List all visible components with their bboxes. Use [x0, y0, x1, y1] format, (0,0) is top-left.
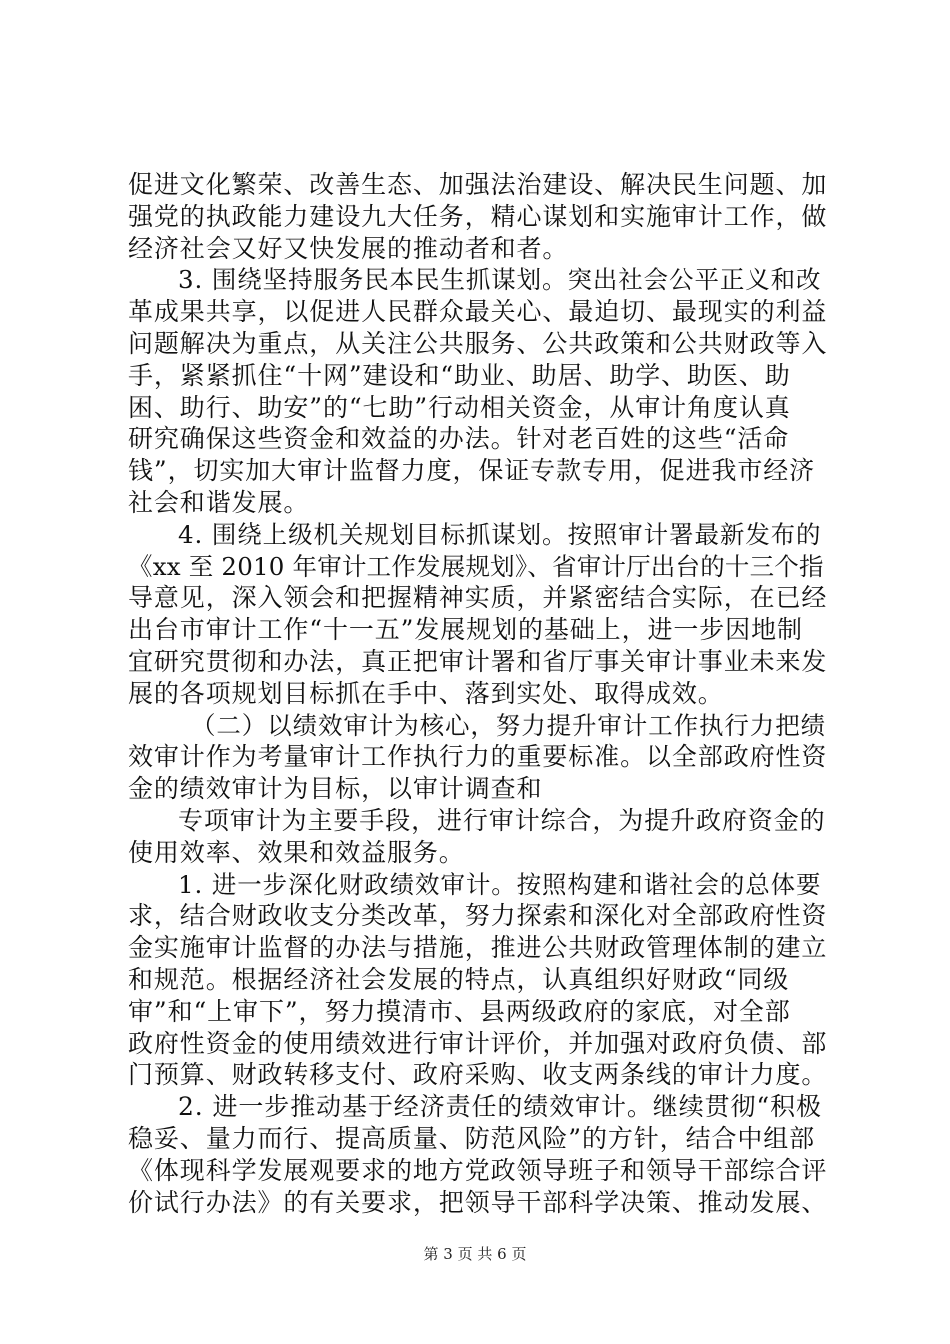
text-line: 困、助行、助安”的“七助”行动相关资金，从审计角度认真 — [128, 392, 791, 422]
text-line: 手，紧紧抓住“十网”建设和“助业、助居、助学、助医、助 — [128, 360, 791, 390]
paragraph-start-line: 1. 进一步深化财政绩效审计。按照构建和谐社会的总体要 — [178, 869, 822, 899]
paragraph-start-line: 2. 进一步推动基于经济责任的绩效审计。继续贯彻“积极 — [178, 1092, 822, 1122]
text-line: 革成果共享，以促进人民群众最关心、最迫切、最现实的利益 — [128, 297, 828, 327]
paragraph-start-line: 专项审计为主要手段，进行审计综合，为提升政府资金的 — [178, 805, 826, 835]
text-line: 效审计作为考量审计工作执行力的重要标准。以全部政府性资 — [128, 742, 828, 772]
text-line: 展的各项规划目标抓在手中、落到实处、取得成效。 — [128, 678, 724, 708]
text-line: 经济社会又好又快发展的推动者和者。 — [128, 233, 569, 263]
text-line: 社会和谐发展。 — [128, 487, 310, 517]
text-line: 政府性资金的使用绩效进行审计评价，并加强对政府负债、部 — [128, 1028, 828, 1058]
text-line: 稳妥、量力而行、提高质量、防范风险”的方针，结合中组部 — [128, 1123, 816, 1153]
section-heading-line: （二）以绩效审计为核心，努力提升审计工作执行力把绩 — [191, 710, 826, 740]
text-line: 钱”，切实加大审计监督力度，保证专款专用，促进我市经济 — [128, 456, 816, 486]
text-line: 研究确保这些资金和效益的办法。针对老百姓的这些“活命 — [128, 424, 790, 454]
text-line: 问题解决为重点，从关注公共服务、公共政策和公共财政等入 — [128, 328, 828, 358]
text-line: 价试行办法》的有关要求，把领导干部科学决策、推动发展、 — [128, 1187, 828, 1217]
text-line: 促进文化繁荣、改善生态、加强法治建设、解决民生问题、加 — [128, 170, 828, 199]
document-body — [128, 169, 828, 1218]
text-line: 《体现科学发展观要求的地方党政领导班子和领导干部综合评 — [128, 1155, 828, 1185]
text-line: 宜研究贯彻和办法，真正把审计署和省厅事关审计事业未来发 — [128, 646, 828, 676]
text-line: 门预算、财政转移支付、政府采购、收支两条线的审计力度。 — [128, 1060, 828, 1090]
text-line: 金实施审计监督的办法与措施，推进公共财政管理体制的建立 — [128, 933, 828, 963]
text-line: 使用效率、效果和效益服务。 — [128, 837, 465, 867]
text-line: 求，结合财政收支分类改革，努力探索和深化对全部政府性资 — [128, 901, 828, 931]
text-line: 审”和“上审下”，努力摸清市、县两级政府的家底，对全部 — [128, 996, 791, 1026]
text-line: 导意见，深入领会和把握精神实质，并紧密结合实际，在已经 — [128, 583, 828, 613]
paragraph-start-line: 4. 围绕上级机关规划目标抓谋划。按照审计署最新发布的 — [178, 519, 822, 549]
page-number-footer: 第 3 页 共 6 页 — [423, 1245, 527, 1263]
text-line: 和规范。根据经济社会发展的特点，认真组织好财政“同级 — [128, 964, 790, 994]
paragraph-start-line: 3. 围绕坚持服务民本民生抓谋划。突出社会公平正义和改 — [178, 265, 822, 295]
text-line: 《xx 至 2010 年审计工作发展规划》、省审计厅出台的十三个指 — [128, 551, 824, 581]
text-line: 出台市审计工作“十一五”发展规划的基础上，进一步因地制 — [128, 615, 803, 645]
text-line: 强党的执政能力建设九大任务，精心谋划和实施审计工作，做 — [128, 201, 828, 231]
text-line: 金的绩效审计为目标，以审计调查和 — [128, 774, 543, 804]
